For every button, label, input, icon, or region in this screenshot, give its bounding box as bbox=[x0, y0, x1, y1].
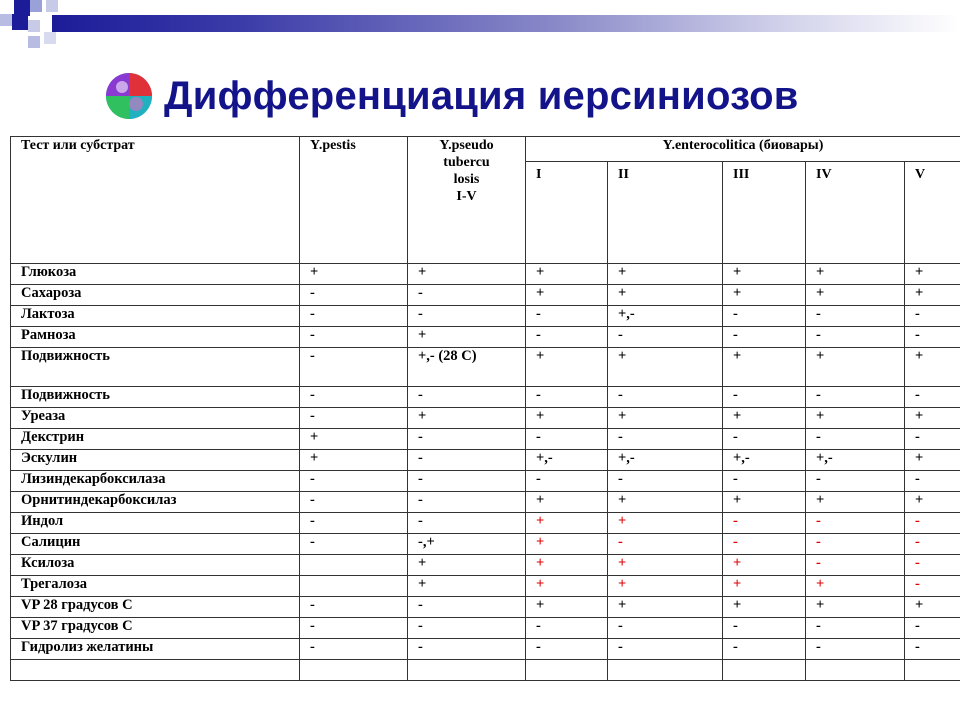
pseudo-cell: + bbox=[408, 408, 526, 429]
header-pestis: Y.pestis bbox=[300, 137, 408, 264]
biovar-cell: + bbox=[723, 597, 806, 618]
test-name-cell bbox=[11, 660, 300, 681]
header-pseudo-line: Y.pseudo bbox=[439, 138, 494, 153]
pseudo-cell: - bbox=[408, 492, 526, 513]
table-row bbox=[11, 327, 960, 348]
biovar-cell: + bbox=[723, 285, 806, 306]
biovar-cell: + bbox=[723, 555, 806, 576]
pseudo-cell: - bbox=[408, 513, 526, 534]
biovar-cell: - bbox=[905, 471, 960, 492]
biovar-cell: + bbox=[905, 408, 960, 429]
biovar-cell: + bbox=[723, 348, 806, 387]
table-row bbox=[11, 534, 960, 555]
biovar-cell: + bbox=[526, 576, 608, 597]
biovar-cell: + bbox=[608, 597, 723, 618]
pestis-cell: - bbox=[300, 618, 408, 639]
biovar-cell: - bbox=[905, 327, 960, 348]
differentiation-table bbox=[10, 136, 960, 681]
biovar-cell: + bbox=[526, 534, 608, 555]
biovar-cell: + bbox=[905, 264, 960, 285]
table-row bbox=[11, 285, 960, 306]
pestis-cell: + bbox=[300, 264, 408, 285]
biovar-cell: + bbox=[608, 492, 723, 513]
biovar-cell: - bbox=[905, 618, 960, 639]
header-biovar: I bbox=[526, 162, 608, 264]
biovar-cell: + bbox=[526, 348, 608, 387]
title-row bbox=[104, 68, 799, 124]
pseudo-cell: - bbox=[408, 618, 526, 639]
biovar-cell: - bbox=[723, 471, 806, 492]
pestis-cell: - bbox=[300, 348, 408, 387]
pestis-cell: - bbox=[300, 492, 408, 513]
biovar-cell: +,- bbox=[806, 450, 905, 471]
biovar-cell: - bbox=[905, 555, 960, 576]
pseudo-cell: +,- (28 C) bbox=[408, 348, 526, 387]
biovar-cell: - bbox=[526, 387, 608, 408]
test-name-cell: Ксилоза bbox=[11, 555, 300, 576]
table-row bbox=[11, 306, 960, 327]
biovar-cell: + bbox=[526, 264, 608, 285]
test-name-cell: Индол bbox=[11, 513, 300, 534]
biovar-cell: - bbox=[806, 387, 905, 408]
biovar-cell: - bbox=[905, 429, 960, 450]
biovar-cell: + bbox=[526, 597, 608, 618]
biovar-cell: + bbox=[905, 348, 960, 387]
biovar-cell: +,- bbox=[608, 306, 723, 327]
biovar-cell: - bbox=[806, 618, 905, 639]
biovar-cell: + bbox=[723, 576, 806, 597]
header-pseudo bbox=[408, 137, 526, 264]
pestis-cell: - bbox=[300, 471, 408, 492]
biovar-cell bbox=[723, 660, 806, 681]
biovar-cell: + bbox=[806, 348, 905, 387]
biovar-cell: + bbox=[806, 264, 905, 285]
pseudo-cell: - bbox=[408, 387, 526, 408]
pseudo-cell: - bbox=[408, 429, 526, 450]
header-entero: Y.enterocolitica (биовары) bbox=[526, 137, 960, 162]
pestis-cell: - bbox=[300, 534, 408, 555]
biovar-cell: - bbox=[608, 429, 723, 450]
header-pseudo-line: losis bbox=[453, 172, 480, 187]
biovar-cell: - bbox=[806, 534, 905, 555]
biovar-cell: + bbox=[608, 555, 723, 576]
biovar-cell: + bbox=[608, 285, 723, 306]
header-biovar: IV bbox=[806, 162, 905, 264]
table-row bbox=[11, 597, 960, 618]
biovar-cell: + bbox=[723, 264, 806, 285]
biovar-cell: + bbox=[526, 492, 608, 513]
biovar-cell: + bbox=[905, 492, 960, 513]
biovar-cell: + bbox=[723, 492, 806, 513]
biovar-cell: + bbox=[526, 408, 608, 429]
table-row bbox=[11, 492, 960, 513]
table-row bbox=[11, 513, 960, 534]
biovar-cell: - bbox=[723, 534, 806, 555]
pestis-cell: + bbox=[300, 429, 408, 450]
biovar-cell: + bbox=[905, 450, 960, 471]
biovar-cell: - bbox=[723, 327, 806, 348]
biovar-cell: + bbox=[806, 408, 905, 429]
table-row bbox=[11, 660, 960, 681]
pseudo-cell: - bbox=[408, 450, 526, 471]
pestis-cell bbox=[300, 576, 408, 597]
biovar-cell: - bbox=[608, 639, 723, 660]
pseudo-cell: - bbox=[408, 597, 526, 618]
test-name-cell: Уреаза bbox=[11, 408, 300, 429]
biovar-cell bbox=[608, 660, 723, 681]
biovar-cell: + bbox=[526, 513, 608, 534]
pestis-cell: - bbox=[300, 327, 408, 348]
biovar-cell: - bbox=[806, 639, 905, 660]
biovar-cell bbox=[806, 660, 905, 681]
biovar-cell: +,- bbox=[608, 450, 723, 471]
pestis-cell: - bbox=[300, 639, 408, 660]
biovar-cell: - bbox=[608, 471, 723, 492]
table-row bbox=[11, 348, 960, 387]
test-name-cell: Рамноза bbox=[11, 327, 300, 348]
test-name-cell: VP 28 градусов С bbox=[11, 597, 300, 618]
biovar-cell: - bbox=[526, 471, 608, 492]
biovar-cell: - bbox=[526, 639, 608, 660]
table-row bbox=[11, 555, 960, 576]
biovar-cell: - bbox=[608, 387, 723, 408]
biovar-cell: - bbox=[905, 513, 960, 534]
biovar-cell: - bbox=[905, 306, 960, 327]
pseudo-cell: + bbox=[408, 576, 526, 597]
pestis-cell: - bbox=[300, 306, 408, 327]
test-name-cell: Сахароза bbox=[11, 285, 300, 306]
test-name-cell: Глюкоза bbox=[11, 264, 300, 285]
test-name-cell: Эскулин bbox=[11, 450, 300, 471]
table-row bbox=[11, 264, 960, 285]
biovar-cell: - bbox=[806, 471, 905, 492]
biovar-cell: - bbox=[608, 618, 723, 639]
biovar-cell: + bbox=[806, 597, 905, 618]
biovar-cell: + bbox=[526, 285, 608, 306]
table-row bbox=[11, 576, 960, 597]
biovar-cell: - bbox=[526, 306, 608, 327]
biovar-cell bbox=[905, 660, 960, 681]
biovar-cell: - bbox=[806, 327, 905, 348]
biovar-cell: + bbox=[608, 513, 723, 534]
header-pseudo-line: I-V bbox=[456, 189, 477, 204]
table-row bbox=[11, 387, 960, 408]
header-test: Тест или субстрат bbox=[11, 137, 300, 264]
pseudo-cell: - bbox=[408, 639, 526, 660]
test-name-cell: Салицин bbox=[11, 534, 300, 555]
biovar-cell: - bbox=[723, 618, 806, 639]
biovar-cell: + bbox=[608, 408, 723, 429]
test-name-cell: Орнитиндекарбоксилаз bbox=[11, 492, 300, 513]
biovar-cell: - bbox=[723, 513, 806, 534]
pseudo-cell: - bbox=[408, 471, 526, 492]
pseudo-cell: -,+ bbox=[408, 534, 526, 555]
header-biovar: V bbox=[905, 162, 960, 264]
biovar-cell: - bbox=[723, 387, 806, 408]
biovar-cell: - bbox=[526, 618, 608, 639]
header-gradient-bar bbox=[52, 15, 960, 32]
biovar-cell: + bbox=[608, 264, 723, 285]
biovar-cell: + bbox=[905, 597, 960, 618]
biovar-cell: + bbox=[526, 555, 608, 576]
biovar-cell: + bbox=[905, 285, 960, 306]
biovar-cell: - bbox=[905, 534, 960, 555]
table-row bbox=[11, 450, 960, 471]
test-name-cell: Декстрин bbox=[11, 429, 300, 450]
biovar-cell: - bbox=[905, 387, 960, 408]
biovar-cell: + bbox=[806, 576, 905, 597]
header-biovar: II bbox=[608, 162, 723, 264]
biovar-cell: - bbox=[723, 639, 806, 660]
pseudo-cell: - bbox=[408, 306, 526, 327]
test-name-cell: Подвижность bbox=[11, 387, 300, 408]
biovar-cell: + bbox=[806, 492, 905, 513]
biovar-cell: - bbox=[806, 306, 905, 327]
biovar-cell: - bbox=[608, 534, 723, 555]
table-row bbox=[11, 618, 960, 639]
pestis-cell bbox=[300, 660, 408, 681]
biovar-cell: - bbox=[608, 327, 723, 348]
biovar-cell: + bbox=[806, 285, 905, 306]
biovar-cell: - bbox=[806, 429, 905, 450]
pestis-cell: + bbox=[300, 450, 408, 471]
biovar-cell: - bbox=[526, 429, 608, 450]
pseudo-cell: + bbox=[408, 264, 526, 285]
pestis-cell: - bbox=[300, 387, 408, 408]
biovar-cell: - bbox=[806, 513, 905, 534]
header-biovar: III bbox=[723, 162, 806, 264]
pseudo-cell: - bbox=[408, 285, 526, 306]
test-name-cell: Трегалоза bbox=[11, 576, 300, 597]
biovar-cell: + bbox=[723, 408, 806, 429]
biovar-cell bbox=[526, 660, 608, 681]
pestis-cell: - bbox=[300, 597, 408, 618]
test-name-cell: Лактоза bbox=[11, 306, 300, 327]
table-row bbox=[11, 471, 960, 492]
biovar-cell: +,- bbox=[526, 450, 608, 471]
globe-icon bbox=[104, 71, 154, 121]
table-row bbox=[11, 429, 960, 450]
test-name-cell: VP 37 градусов С bbox=[11, 618, 300, 639]
test-name-cell: Гидролиз желатины bbox=[11, 639, 300, 660]
test-name-cell: Подвижность bbox=[11, 348, 300, 387]
biovar-cell: - bbox=[905, 576, 960, 597]
pseudo-cell: + bbox=[408, 555, 526, 576]
pseudo-cell: + bbox=[408, 327, 526, 348]
biovar-cell: - bbox=[526, 327, 608, 348]
pseudo-cell bbox=[408, 660, 526, 681]
biovar-cell: - bbox=[723, 429, 806, 450]
biovar-cell: - bbox=[905, 639, 960, 660]
biovar-cell: - bbox=[723, 306, 806, 327]
biovar-cell: +,- bbox=[723, 450, 806, 471]
table-row bbox=[11, 639, 960, 660]
page-title: Дифференциация иерсиниозов bbox=[164, 73, 799, 118]
table-row bbox=[11, 408, 960, 429]
test-name-cell: Лизиндекарбоксилаза bbox=[11, 471, 300, 492]
pestis-cell bbox=[300, 555, 408, 576]
biovar-cell: + bbox=[608, 348, 723, 387]
pestis-cell: - bbox=[300, 408, 408, 429]
header-pseudo-line: tubercu bbox=[443, 155, 490, 170]
biovar-cell: + bbox=[608, 576, 723, 597]
pestis-cell: - bbox=[300, 285, 408, 306]
biovar-cell: - bbox=[806, 555, 905, 576]
pestis-cell: - bbox=[300, 513, 408, 534]
